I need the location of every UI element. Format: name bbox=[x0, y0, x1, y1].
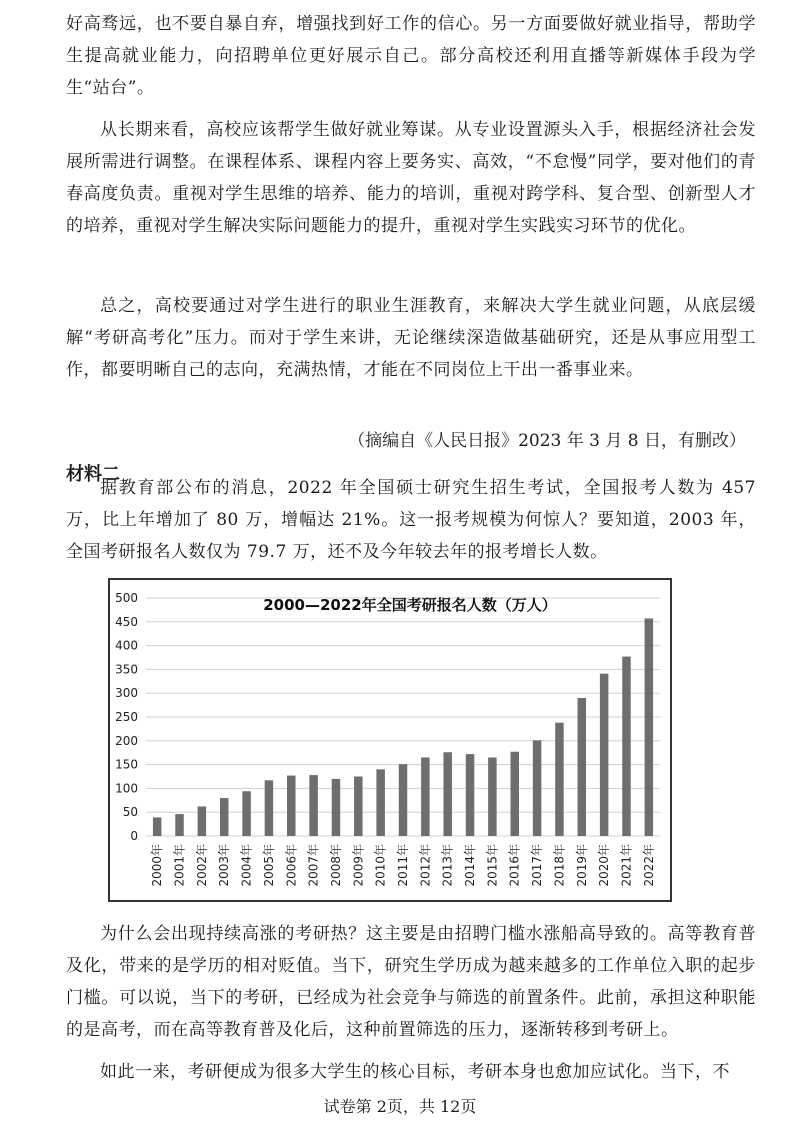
bar bbox=[198, 806, 206, 836]
x-tick-label: 2007年 bbox=[306, 844, 321, 887]
x-tick-label: 2017年 bbox=[530, 844, 545, 887]
chart-container bbox=[108, 578, 672, 902]
page-footer: 试卷第 2页，共 12页 bbox=[323, 1097, 477, 1116]
x-tick-label: 2014年 bbox=[463, 844, 478, 887]
y-tick-label: 350 bbox=[115, 662, 138, 677]
x-tick-label: 2000年 bbox=[150, 844, 165, 887]
bar bbox=[443, 752, 451, 836]
x-tick-label: 2018年 bbox=[552, 844, 567, 887]
y-tick-label: 50 bbox=[122, 805, 138, 820]
bar bbox=[600, 674, 608, 836]
bar bbox=[466, 754, 474, 836]
x-tick-label: 2015年 bbox=[485, 844, 500, 887]
bar bbox=[309, 775, 317, 836]
bar bbox=[555, 723, 563, 836]
x-tick-label: 2001年 bbox=[172, 844, 187, 887]
y-tick-label: 0 bbox=[130, 829, 138, 843]
bar bbox=[287, 776, 295, 836]
bar bbox=[354, 777, 362, 837]
y-tick-label: 500 bbox=[115, 591, 138, 605]
bar bbox=[220, 798, 228, 836]
x-tick-label: 2012年 bbox=[418, 844, 433, 887]
section-heading: 材料二 bbox=[66, 464, 120, 485]
bar bbox=[376, 769, 384, 836]
x-tick-label: 2009年 bbox=[351, 844, 366, 887]
y-tick-label: 100 bbox=[115, 781, 138, 796]
paragraph-2: 从长期来看，高校应该帮学生做好就业筹谋。从专业设置源头入手，根据经济社会发展所需进行调整。在课程体系、课程内容上要务实、高效，“不怠慢”同学，要对他们的青春高度负责。重视对学生思维的培养、能力的培训，重视对跨学科、复合型、创新型人才的培养，重视对学生解决实际问题能力的提升，重视对学生实践实习环节的优化。 bbox=[66, 120, 756, 236]
x-tick-label: 2005年 bbox=[261, 844, 276, 887]
paragraph-6: 如此一来，考研便成为很多大学生的核心目标，考研本身也愈加应试化。当下，不 bbox=[100, 1062, 730, 1082]
bar bbox=[175, 814, 183, 836]
x-tick-label: 2013年 bbox=[440, 844, 455, 887]
bar bbox=[488, 757, 496, 836]
bar bbox=[153, 817, 161, 836]
paragraph-4: 据教育部公布的消息，2022 年全国硕士研究生招生考试，全国报考人数为 457 万，比上年增加了 80 万，增幅达 21%。这一报考规模为何惊人？要知道，2003 年，全国考研报名人数仅为 79.7 万，还不及今年较去年的报考增长人数。 bbox=[66, 478, 756, 562]
x-tick-label: 2003年 bbox=[217, 844, 232, 887]
y-tick-label: 450 bbox=[115, 614, 138, 629]
y-tick-label: 400 bbox=[115, 638, 138, 653]
x-tick-label: 2006年 bbox=[284, 844, 299, 887]
y-tick-label: 150 bbox=[115, 757, 138, 772]
x-tick-label: 2008年 bbox=[328, 844, 343, 887]
bar bbox=[421, 757, 429, 836]
x-tick-label: 2022年 bbox=[641, 844, 656, 887]
x-tick-label: 2010年 bbox=[373, 844, 388, 887]
bar bbox=[242, 791, 250, 836]
y-tick-label: 200 bbox=[115, 733, 138, 748]
bar bbox=[510, 752, 518, 836]
bar bbox=[399, 764, 407, 836]
bar bbox=[533, 740, 541, 836]
x-tick-label: 2011年 bbox=[396, 844, 410, 887]
bar bbox=[578, 698, 586, 836]
paragraph-5: 为什么会出现持续高涨的考研热？这主要是由招聘门槛水涨船高导致的。高等教育普及化，带来的是学历的相对贬值。当下，研究生学历成为越来越多的工作单位入职的起步门槛。可以说，当下的考研，已经成为社会竞争与筛选的前置条件。此前，承担这种职能的是高考，而在高等教育普及化后，这种前置筛选的压力，逐渐转移到考研上。 bbox=[66, 924, 756, 1040]
bar bbox=[332, 779, 340, 836]
x-tick-label: 2020年 bbox=[597, 844, 612, 887]
x-tick-label: 2021年 bbox=[619, 844, 634, 887]
y-tick-label: 300 bbox=[115, 686, 138, 701]
x-tick-label: 2002年 bbox=[194, 844, 209, 887]
bar bbox=[622, 657, 630, 836]
bar bbox=[645, 618, 653, 836]
bar-chart bbox=[110, 580, 670, 900]
x-tick-label: 2019年 bbox=[574, 844, 589, 887]
source-citation: （摘编自《人民日报》2023 年 3 月 8 日，有删改） bbox=[348, 431, 746, 451]
x-tick-label: 2004年 bbox=[239, 844, 254, 887]
paragraph-3: 总之，高校要通过对学生进行的职业生涯教育，来解决大学生就业问题，从底层缓解“考研高考化”压力。而对于学生来讲，无论继续深造做基础研究，还是从事应用型工作，都要明晰自己的志向，充满热情，才能在不同岗位上干出一番事业来。 bbox=[66, 296, 756, 380]
bar bbox=[265, 780, 273, 836]
chart-title: 2000—2022年全国考研报名人数（万人） bbox=[263, 596, 557, 614]
y-tick-label: 250 bbox=[115, 710, 138, 724]
paragraph-1: 好高骛远，也不要自暴自弃，增强找到好工作的信心。另一方面要做好就业指导，帮助学生提高就业能力，向招聘单位更好展示自己。部分高校还利用直播等新媒体手段为学生“站台”。 bbox=[66, 14, 756, 98]
x-tick-label: 2016年 bbox=[507, 844, 522, 887]
